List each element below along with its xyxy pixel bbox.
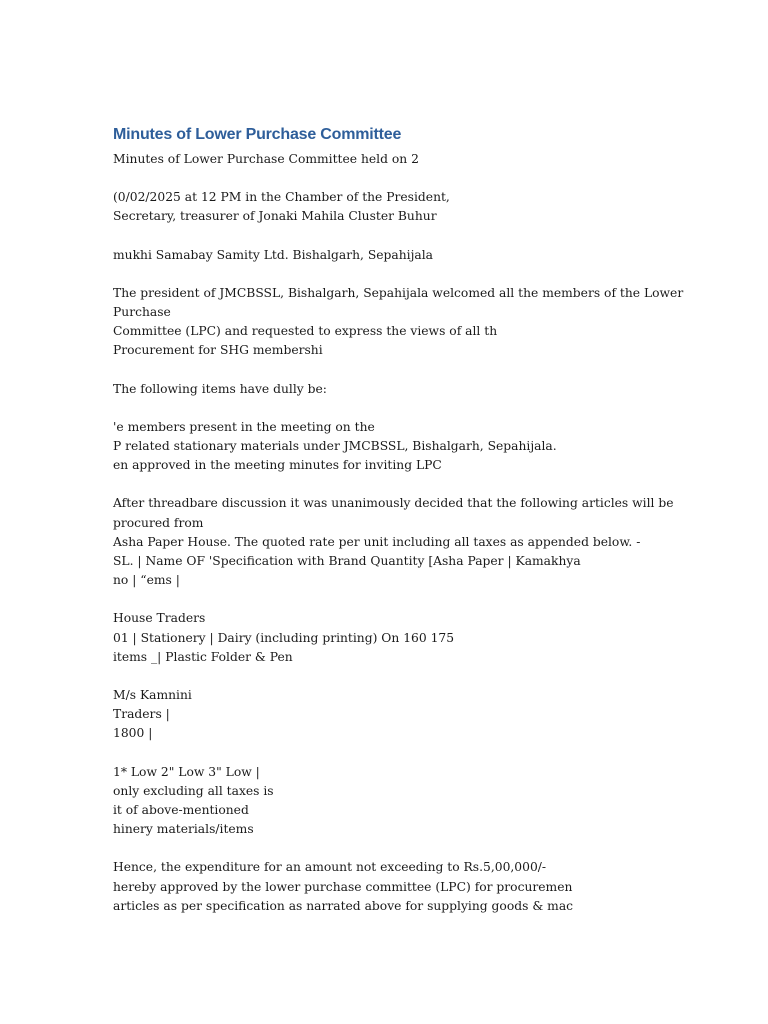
- paragraph: [113, 188, 673, 226]
- text-line: P related stationary materials under JMCBSSL, Bishalgarh, Sepahijala.: [113, 439, 557, 454]
- text-line: House Traders: [113, 611, 206, 626]
- paragraph: [113, 150, 673, 169]
- paragraph: [113, 494, 673, 590]
- text-line: Purchase: [113, 305, 171, 320]
- paragraph: [113, 609, 673, 667]
- text-line: (0/02/2025 at 12 PM in the Chamber of the President,: [113, 190, 450, 205]
- text-line: SL. | Name OF 'Specification with Brand Quantity [Asha Paper | Kamakhya: [113, 554, 581, 569]
- text-line: Asha Paper House. The quoted rate per unit including all taxes as appended below. -: [113, 534, 641, 549]
- document-page: [113, 124, 684, 935]
- text-line: Traders |: [113, 707, 170, 722]
- text-line: procured from: [113, 515, 204, 530]
- text-line: Committee (LPC) and requested to express the views of all th: [113, 324, 498, 339]
- text-line: 1* Low 2" Low 3" Low |: [113, 764, 260, 779]
- text-line: After threadbare discussion it was unanimously decided that the following articles will be: [113, 496, 674, 511]
- text-line: 'e members present in the meeting on the: [113, 419, 375, 434]
- text-line: en approved in the meeting minutes for inviting LPC: [113, 458, 442, 473]
- text-line: mukhi Samabay Samity Ltd. Bishalgarh, Sepahijala: [113, 247, 433, 262]
- text-line: The president of JMCBSSL, Bishalgarh, Sepahijala welcomed all the members of the Lower: [113, 285, 684, 300]
- document-title: Minutes of Lower Purchase Committee: [113, 126, 402, 143]
- text-line: it of above-mentioned: [113, 803, 249, 818]
- text-line: 1800 |: [113, 726, 153, 741]
- text-line: 01 | Stationery | Dairy (including printing) On 160 175: [113, 630, 455, 645]
- text-line: The following items have dully be:: [113, 381, 327, 396]
- paragraph: [113, 763, 673, 840]
- paragraph: [113, 284, 684, 361]
- text-line: Minutes of Lower Purchase Committee held on 2: [113, 152, 419, 166]
- text-line: Secretary, treasurer of Jonaki Mahila Cluster Buhur: [113, 209, 437, 224]
- paragraph: [113, 418, 673, 476]
- paragraph: [113, 380, 673, 399]
- paragraph: [113, 246, 673, 265]
- text-line: no | “ems |: [113, 573, 180, 588]
- paragraph: [113, 686, 673, 744]
- text-line: Procurement for SHG membershi: [113, 343, 323, 358]
- text-line: only excluding all taxes is: [113, 783, 274, 798]
- text-line: M/s Kamnini: [113, 688, 192, 703]
- paragraph: [113, 858, 673, 916]
- text-line: hereby approved by the lower purchase committee (LPC) for procuremen: [113, 879, 573, 894]
- text-line: articles as per specification as narrated above for supplying goods & mac: [113, 898, 574, 913]
- text-line: items _| Plastic Folder & Pen: [113, 649, 293, 664]
- text-line: hinery materials/items: [113, 822, 254, 837]
- text-line: Hence, the expenditure for an amount not exceeding to Rs.5,00,000/-: [113, 860, 547, 875]
